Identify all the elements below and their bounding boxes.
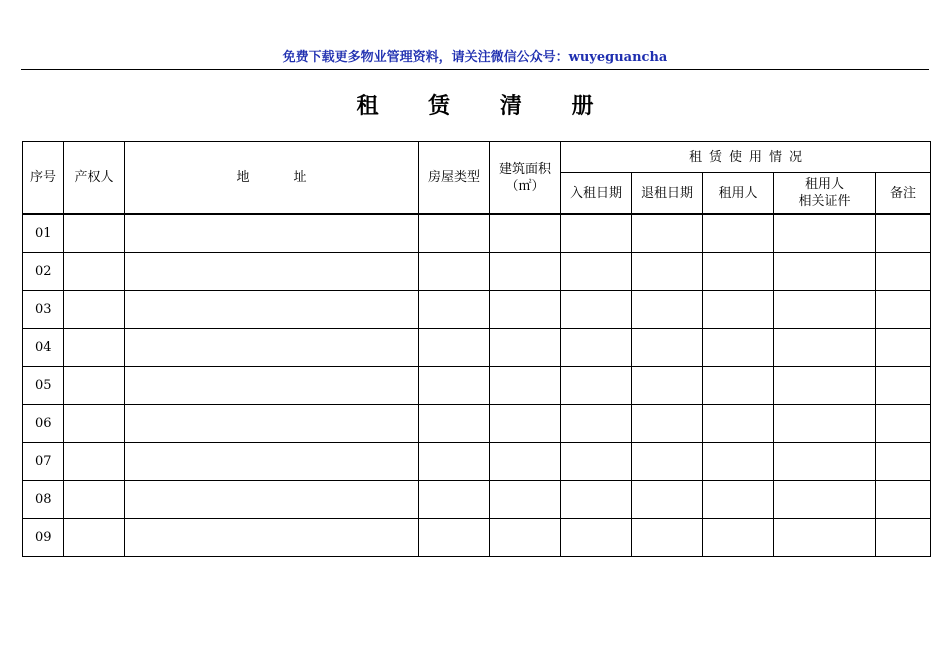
- address-cell[interactable]: [125, 443, 419, 481]
- header-tenant-documents: [774, 173, 876, 215]
- lease-register-table: [22, 141, 931, 557]
- tenant-documents-cell[interactable]: [774, 405, 876, 443]
- row-seq-cell: 02: [23, 253, 64, 291]
- tenant-cell[interactable]: [703, 405, 774, 443]
- owner-cell[interactable]: [64, 405, 125, 443]
- header-tenant: 租用人: [703, 173, 774, 215]
- tenant-cell[interactable]: [703, 367, 774, 405]
- remarks-cell[interactable]: [876, 329, 931, 367]
- tenant-documents-cell[interactable]: [774, 367, 876, 405]
- header-floor-area-unit: （㎡）: [505, 178, 545, 194]
- remarks-cell[interactable]: [876, 253, 931, 291]
- house-type-cell[interactable]: [419, 443, 490, 481]
- remarks-cell[interactable]: [876, 367, 931, 405]
- document-title: 租 赁 清 册: [356, 94, 615, 119]
- address-cell[interactable]: [125, 367, 419, 405]
- header-address: [125, 142, 419, 215]
- table-row: [23, 291, 931, 329]
- move-out-date-cell[interactable]: [632, 481, 703, 519]
- tenant-documents-cell[interactable]: [774, 329, 876, 367]
- table-row: [23, 405, 931, 443]
- tenant-cell[interactable]: [703, 481, 774, 519]
- header-address-char1: 地: [236, 170, 250, 185]
- tenant-documents-cell[interactable]: [774, 519, 876, 557]
- floor-area-cell[interactable]: [490, 519, 561, 557]
- row-seq-cell: 01: [23, 214, 64, 253]
- owner-cell[interactable]: [64, 481, 125, 519]
- header-banner: 免费下载更多物业管理资料，请关注微信公众号：wuyeguancha: [282, 50, 668, 65]
- floor-area-cell[interactable]: [490, 367, 561, 405]
- header-seq: 序号: [23, 142, 64, 215]
- move-in-date-cell[interactable]: [561, 443, 632, 481]
- address-cell[interactable]: [125, 405, 419, 443]
- row-seq-cell: 04: [23, 329, 64, 367]
- tenant-cell[interactable]: [703, 214, 774, 253]
- tenant-documents-cell[interactable]: [774, 291, 876, 329]
- header-move-in-date: 入租日期: [561, 173, 632, 215]
- address-cell[interactable]: [125, 329, 419, 367]
- address-cell[interactable]: [125, 253, 419, 291]
- table-header: [23, 142, 931, 215]
- header-divider: [21, 69, 929, 70]
- address-cell[interactable]: [125, 481, 419, 519]
- row-seq-cell: 07: [23, 443, 64, 481]
- floor-area-cell[interactable]: [490, 329, 561, 367]
- move-in-date-cell[interactable]: [561, 367, 632, 405]
- table-row: [23, 329, 931, 367]
- header-house-type: 房屋类型: [419, 142, 490, 215]
- remarks-cell[interactable]: [876, 443, 931, 481]
- tenant-cell[interactable]: [703, 329, 774, 367]
- header-move-out-date: 退租日期: [632, 173, 703, 215]
- remarks-cell[interactable]: [876, 519, 931, 557]
- tenant-cell[interactable]: [703, 291, 774, 329]
- owner-cell[interactable]: [64, 214, 125, 253]
- floor-area-cell[interactable]: [490, 481, 561, 519]
- house-type-cell[interactable]: [419, 253, 490, 291]
- address-cell[interactable]: [125, 519, 419, 557]
- row-seq-cell: 03: [23, 291, 64, 329]
- table-row: [23, 214, 931, 253]
- move-in-date-cell[interactable]: [561, 253, 632, 291]
- table-row: [23, 481, 931, 519]
- tenant-cell[interactable]: [703, 253, 774, 291]
- remarks-cell[interactable]: [876, 291, 931, 329]
- move-out-date-cell[interactable]: [632, 214, 703, 253]
- owner-cell[interactable]: [64, 329, 125, 367]
- header-lease-usage: 租赁使用情况: [561, 142, 931, 173]
- move-out-date-cell[interactable]: [632, 367, 703, 405]
- move-out-date-cell[interactable]: [632, 253, 703, 291]
- tenant-documents-cell[interactable]: [774, 443, 876, 481]
- row-seq-cell: 05: [23, 367, 64, 405]
- tenant-documents-cell[interactable]: [774, 214, 876, 253]
- move-in-date-cell[interactable]: [561, 329, 632, 367]
- remarks-cell[interactable]: [876, 214, 931, 253]
- header-remarks: 备注: [876, 173, 931, 215]
- owner-cell[interactable]: [64, 443, 125, 481]
- house-type-cell[interactable]: [419, 519, 490, 557]
- remarks-cell[interactable]: [876, 405, 931, 443]
- house-type-cell[interactable]: [419, 481, 490, 519]
- header-tenant-documents-line1: 租用人: [804, 177, 844, 192]
- row-seq-cell: 09: [23, 519, 64, 557]
- floor-area-cell[interactable]: [490, 291, 561, 329]
- move-out-date-cell[interactable]: [632, 291, 703, 329]
- row-seq-cell: 08: [23, 481, 64, 519]
- house-type-cell[interactable]: [419, 214, 490, 253]
- move-in-date-cell[interactable]: [561, 291, 632, 329]
- move-out-date-cell[interactable]: [632, 519, 703, 557]
- move-out-date-cell[interactable]: [632, 329, 703, 367]
- owner-cell[interactable]: [64, 291, 125, 329]
- tenant-documents-cell[interactable]: [774, 481, 876, 519]
- move-in-date-cell[interactable]: [561, 481, 632, 519]
- row-seq-cell: 06: [23, 405, 64, 443]
- header-tenant-documents-line2: 相关证件: [798, 194, 851, 209]
- move-in-date-cell[interactable]: [561, 405, 632, 443]
- move-out-date-cell[interactable]: [632, 443, 703, 481]
- owner-cell[interactable]: [64, 367, 125, 405]
- floor-area-cell[interactable]: [490, 405, 561, 443]
- table-body: [23, 214, 931, 557]
- table-row: [23, 443, 931, 481]
- floor-area-cell[interactable]: [490, 214, 561, 253]
- move-out-date-cell[interactable]: [632, 405, 703, 443]
- floor-area-cell[interactable]: [490, 443, 561, 481]
- house-type-cell[interactable]: [419, 405, 490, 443]
- address-cell[interactable]: [125, 214, 419, 253]
- house-type-cell[interactable]: [419, 367, 490, 405]
- owner-cell[interactable]: [64, 519, 125, 557]
- tenant-documents-cell[interactable]: [774, 253, 876, 291]
- table-row: [23, 253, 931, 291]
- header-floor-area-label: 建筑面积: [498, 161, 551, 177]
- header-owner: 产权人: [64, 142, 125, 215]
- address-cell[interactable]: [125, 291, 419, 329]
- house-type-cell[interactable]: [419, 329, 490, 367]
- header-floor-area: [490, 142, 561, 215]
- remarks-cell[interactable]: [876, 481, 931, 519]
- owner-cell[interactable]: [64, 253, 125, 291]
- table-row: [23, 519, 931, 557]
- header-address-char2: 址: [293, 170, 307, 185]
- move-in-date-cell[interactable]: [561, 519, 632, 557]
- table-row: [23, 367, 931, 405]
- move-in-date-cell[interactable]: [561, 214, 632, 253]
- house-type-cell[interactable]: [419, 291, 490, 329]
- tenant-cell[interactable]: [703, 443, 774, 481]
- tenant-cell[interactable]: [703, 519, 774, 557]
- floor-area-cell[interactable]: [490, 253, 561, 291]
